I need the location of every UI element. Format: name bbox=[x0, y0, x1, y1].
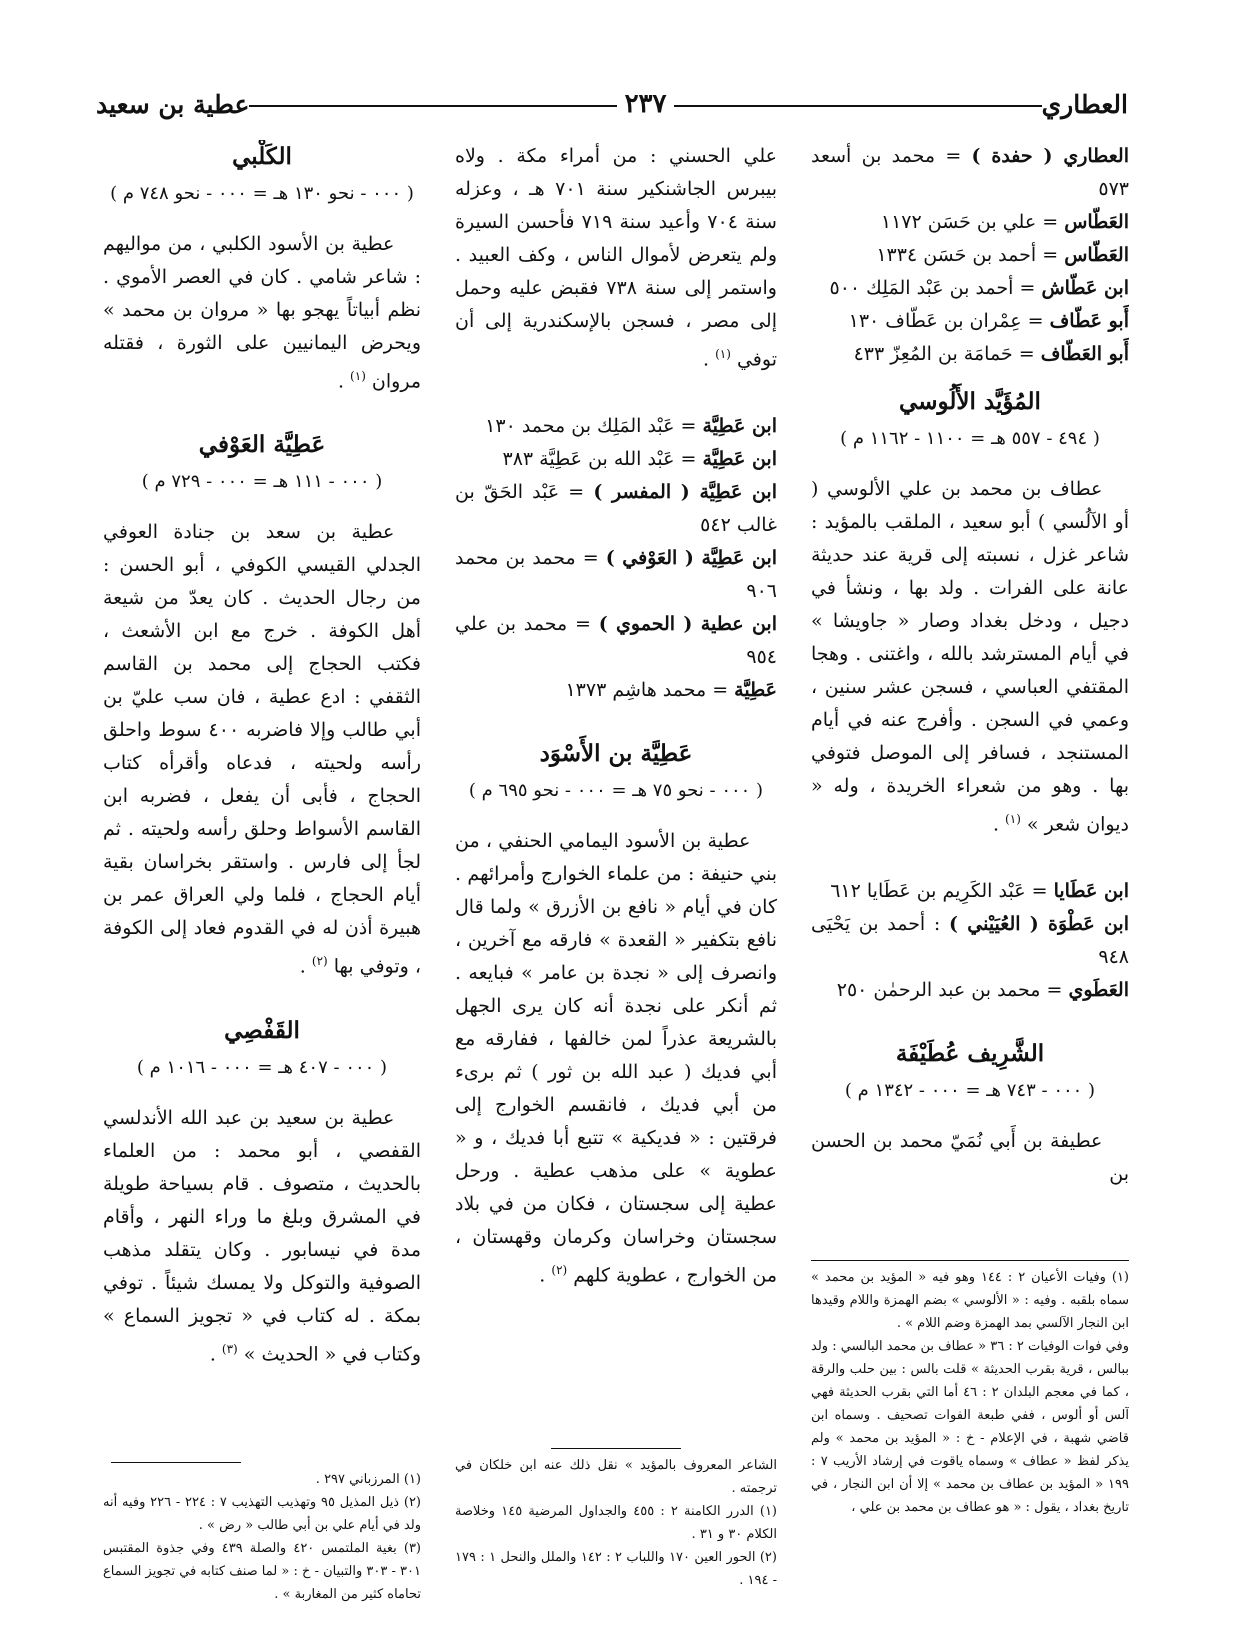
entry-dates: ( ٠٠٠ - ٧٤٣ هـ = ٠٠٠ - ١٣٤٢ م ) bbox=[844, 1080, 1096, 1102]
entry-body: عطية بن سعد بن جنادة العوفي الجدلي القيسي الكوفي ، أبو الحسن : من رجال الحديث . كان يعدّ من شيعة أهل الكوفة . خرج مع ابن الأشعث ، فكتب الحجاج إلى محمد بن القاسم الثقفي : ادع عطية ، فان سب عليّ بن أبي طالب وإلا فاضربه ٤٠٠ سوط واحلق رأسه ولحيته ، فدعاه وأقرأه كتاب الحجاج ، فأبى أن يفعل ، فضربه ابن القاسم الأسواط وحلق رأسه ولحيته . ثم لجأ إلى فارس . واستقر بخراسان بقية أيام الحجاج ، فلما ولي العراق عمر بن هبيرة أذن له في القدوم فعاد إلى الكوفة ، وتوفي بها $^{(٢)}$ . bbox=[103, 521, 421, 978]
index-entry bbox=[811, 272, 1129, 305]
index-name: العطاري ( حفدة ) bbox=[971, 145, 1129, 167]
footnote-marker: (٢) bbox=[551, 1263, 568, 1278]
index-name: ابن عَطِيَّة bbox=[702, 448, 777, 471]
running-title-right: العطاري bbox=[1041, 89, 1128, 119]
header-rule-left bbox=[249, 105, 616, 107]
entry-body-continued: علي الحسني : من أمراء مكة . ولاه بيبرس الجاشنكير سنة ٧٠١ هـ ، وعزله سنة ٧٠٤ وأعيد سنة ٧١٩ فأحسن السيرة ولم يتعرض لأموال الناس ، وكف العبيد . واستمر إلى سنة ٧٣٨ فقبض عليه وحمل إلى مصر ، فسجن بالإسكندرية إلى أن توفي $^{(١)}$ . bbox=[455, 145, 777, 371]
index-name: العَطَوي bbox=[1068, 979, 1129, 1002]
index-ref: : أحمد بن يَحْيَى ٩٤٨ bbox=[811, 913, 1129, 969]
index-name: ابن عَطِيَّة ( العَوْفي ) bbox=[605, 547, 777, 570]
index-entry bbox=[811, 140, 1129, 206]
entry-body: عطية بن الأسود اليمامي الحنفي ، من بني حنيفة : من علماء الخوارج وأمرائهم . كان في أيام « نافع بن الأزرق » ولما قال نافع بتكفير « القعدة » فارقه مع آخرين ، وانصرف إلى « نجدة بن عامر » فبايعه . ثم أنكر على نجدة أنه كان يرى الجهل بالشريعة عذراً لمن خالفها ، ففارقه مع أبي فديك ( عبد الله بن ثور ) ثم برىء من أبي فديك ، فانقسم الخوارج إلى فرقتين : « فديكية » تتبع أبا فديك ، و « عطوية » على مذهب عطية . ورحل عطية إلى سجستان ، فكان من في بلاد سجستان وخراسان وكرمان وقهستان ، من الخوارج ، عطوية كلهم $^{(٢)}$ . bbox=[455, 830, 777, 1287]
entry-title: القَفْصِي bbox=[224, 1016, 300, 1044]
index-entry bbox=[455, 542, 777, 608]
footnote-rule-middle bbox=[551, 1448, 681, 1449]
header-rule-right bbox=[674, 105, 1041, 107]
index-list-1 bbox=[811, 140, 1129, 371]
index-ref: = عَبْد الله بن عَطِيَّة ٣٨٣ bbox=[502, 448, 697, 471]
index-entry bbox=[811, 875, 1129, 908]
index-ref: = أحمد بن عَبْد المَلِك ٥٠٠ bbox=[829, 277, 1036, 299]
entry-title: عَطِيَّة بن الأَسْوَد bbox=[539, 740, 693, 768]
index-ref: = عَبْد الحَقّ بن غالب ٥٤٢ bbox=[455, 481, 777, 537]
footnote-rule-left bbox=[111, 1462, 241, 1463]
index-entry bbox=[811, 338, 1129, 371]
footnote: وفي فوات الوفيات ٢ : ٣٦ « عطاف بن محمد البالسي : ولد ببالس ، قرية بقرب الحديثة » قلت بالس : بين حلب والرقة ، كما في معجم البلدان ٢ : ٤٦ أما التي بقرب الحديثة فهي آلس أو ألوس ، ففي طبعة الفوات تصحيف . وسماه ابن قاضي شهبة ، في الإعلام - خ : « المؤيد بن محمد » ولم يذكر لفظ « عطاف » وسماه ياقوت في إرشاد الأريب ٧ : ١٩٩ « المؤيد بن عطاف بن محمد » إلا أن ابن النجار ، في تاريخ بغداد ، يقول : « هو عطاف بن محمد بن علي ، bbox=[811, 1339, 1129, 1515]
column-middle bbox=[455, 140, 777, 1580]
entry-dates: ( ٠٠٠ - نحو ١٣٠ هـ = ٠٠٠ - نحو ٧٤٨ م ) bbox=[110, 183, 414, 204]
footnote-marker: (٣) bbox=[221, 1341, 238, 1356]
entry-dates: ( ٠٠٠ - ٤٠٧ هـ = ٠٠٠ - ١٠١٦ م ) bbox=[136, 1056, 388, 1078]
index-ref: = عِمْران بن عَطّاف ١٣٠ bbox=[848, 310, 1044, 332]
index-ref: = محمد بن أسعد ٥٧٣ bbox=[811, 145, 1129, 200]
index-entry bbox=[811, 305, 1129, 338]
footnote-marker: (١) bbox=[1005, 812, 1021, 826]
index-name: العَطّاس bbox=[1064, 244, 1129, 266]
index-entry bbox=[455, 476, 777, 542]
entry-dates: ( ٠٠٠ - ١١١ هـ = ٠٠٠ - ٧٢٩ م ) bbox=[141, 471, 383, 493]
index-entry bbox=[455, 443, 777, 476]
entry-dates: ( ٠٠٠ - نحو ٧٥ هـ = ٠٠٠ - نحو ٦٩٥ م ) bbox=[468, 780, 764, 802]
footnote: (١) المرزباني ٢٩٧ . bbox=[315, 1472, 421, 1487]
footnotes-middle bbox=[455, 1454, 777, 1614]
index-ref: = علي بن حَسَن ١١٧٢ bbox=[880, 211, 1059, 233]
footnote: (٢) الحور العين ١٧٠ واللباب ٢ : ١٤٢ والملل والنحل ١ : ١٧٩ - ١٩٤ . bbox=[455, 1550, 777, 1588]
index-entry bbox=[811, 908, 1129, 974]
footnote: (١) وفيات الأعيان ٢ : ١٤٤ وهو فيه « المؤيد بن محمد » سماه بلقبه . وفيه : « الألوسي » بضم الهمزة واللام وقيدها ابن النجار الآلسي بمد الهمزة وضم اللام » . bbox=[811, 1270, 1129, 1331]
entry-body: عطيفة بن أَبي نُمَيّ محمد بن الحسن بن bbox=[811, 1130, 1129, 1186]
index-entry bbox=[455, 608, 777, 674]
footnote-marker: (١) bbox=[350, 369, 366, 383]
running-title-left: عطية بن سعيد bbox=[96, 89, 250, 119]
index-name: ابن عَطَايا bbox=[1053, 880, 1129, 903]
index-ref: = محمد هاشِم ١٣٧٣ bbox=[565, 679, 729, 702]
page-number: ٢٣٧ bbox=[624, 89, 667, 119]
index-name: ابن عطية ( الحموي ) bbox=[598, 613, 777, 636]
index-ref: = عَبْد الكَرِيم بن عَطَايا ٦١٢ bbox=[830, 880, 1048, 903]
footnote-marker: (١) bbox=[715, 347, 731, 361]
entry-body: عطية بن سعيد بن عبد الله الأندلسي القفصي ، أبو محمد : من العلماء بالحديث ، متصوف . قام بسياحة طويلة في المشرق وبلغ ما وراء النهر ، وأقام مدة في نيسابور . وكان يتقلد مذهب الصوفية والتوكل ولا يمسك شيئاً . توفي بمكة . له كتاب في « تجويز السماع » وكتاب في « الحديث » $^{(٣)}$ . bbox=[103, 1106, 421, 1365]
index-name: أَبو عَطّاف bbox=[1049, 310, 1129, 332]
index-entry bbox=[811, 239, 1129, 272]
index-ref: = محمد بن محمد ٩٠٦ bbox=[455, 547, 777, 603]
footnote: (٢) ذيل المذيل ٩٥ وتهذيب التهذيب ٧ : ٢٢٤ - ٢٢٦ وفيه أنه ولد في أيام علي بن أبي طالب « رض » . bbox=[103, 1495, 421, 1533]
index-name: ابن عَطِيَّة ( المفسر ) bbox=[593, 481, 777, 504]
footnote: الشاعر المعروف بالمؤيد » نقل ذلك عنه ابن خلكان في ترجمته . bbox=[455, 1458, 777, 1496]
index-list bbox=[455, 410, 777, 707]
index-entry bbox=[811, 974, 1129, 1007]
index-entry bbox=[455, 674, 777, 707]
entry-title: الكَلْبي bbox=[232, 143, 292, 170]
index-ref: = عَبْد المَلِك بن محمد ١٣٠ bbox=[485, 415, 697, 438]
footnote-marker: (٢) bbox=[311, 954, 328, 969]
footnote-rule-right bbox=[811, 1260, 1129, 1261]
index-ref: = محمد بن علي ٩٥٤ bbox=[455, 613, 777, 669]
footnote: (٣) بغية الملتمس ٤٢٠ والصلة ٤٣٩ وفي جذوة المقتبس ٣٠١ - ٣٠٣ والتبيان - خ : « لما صنف كتابه في تجويز السماع تحاماه كثير من المغاربة » . bbox=[103, 1541, 421, 1602]
footnote: (١) الدرر الكامنة ٢ : ٤٥٥ والجداول المرضية ١٤٥ وخلاصة الكلام ٣٠ و ٣١ . bbox=[455, 1504, 777, 1542]
index-name: أَبو العَطّاف bbox=[1040, 343, 1129, 365]
index-name: ابن عَطّاش bbox=[1041, 277, 1129, 299]
page-header bbox=[96, 84, 1128, 124]
index-entry bbox=[455, 410, 777, 443]
index-name: العَطّاس bbox=[1064, 211, 1129, 233]
index-name: ابن عَطْوَة ( العُيَيْني ) bbox=[949, 913, 1129, 936]
index-ref: = محمد بن عبد الرحمٰن ٢٥٠ bbox=[836, 979, 1063, 1002]
footnotes-right bbox=[811, 1266, 1129, 1606]
entry-body: عطية بن الأسود الكلبي ، من مواليهم : شاعر شامي . كان في العصر الأموي . نظم أبياتاً يهجو بها « مروان بن محمد » ويحرض اليمانيين على الثورة ، فقتله مروان $^{(١)}$ . bbox=[103, 233, 421, 393]
index-entry bbox=[811, 206, 1129, 239]
entry-title: المُؤَيَّد الأَلُوسي bbox=[899, 388, 1041, 415]
index-ref: = أحمد بن حَسَن ١٣٣٤ bbox=[876, 244, 1059, 266]
index-name: ابن عَطِيَّة bbox=[702, 415, 777, 438]
index-name: عَطِيَّة bbox=[734, 679, 777, 702]
index-list-2 bbox=[811, 875, 1129, 1007]
entry-dates: ( ٤٩٤ - ٥٥٧ هـ = ١١٠٠ - ١١٦٢ م ) bbox=[840, 428, 1100, 449]
entry-title: الشَّرِيف عُطَيْفَة bbox=[895, 1040, 1045, 1068]
entry-body: عطاف بن محمد بن علي الألوسي ( أو الآلُسي ) أبو سعيد ، الملقب بالمؤيد : شاعر غزل ، نسبته إلى قرية عند حديثة عانة على الفرات . ولد بها ، ونشأ في دجيل ، ودخل بغداد وصار « جاويشا » في أيام المسترشد بالله ، واغتنى . وهجا المقتفي العباسي ، فسجن عشر سنين ، وعمي في السجن . وأفرج عنه في أيام المستنجد ، فسافر إلى الموصل فتوفي بها . وهو من شعراء الخريدة ، وله « ديوان شعر » $^{(١)}$ . bbox=[811, 478, 1129, 836]
entry-title: عَطِيَّة العَوْفي bbox=[198, 431, 326, 459]
footnotes-left bbox=[103, 1468, 421, 1614]
column-left bbox=[103, 140, 421, 1580]
index-ref: = حَمامَة بن المُعِزّ ٤٣٣ bbox=[853, 343, 1035, 365]
